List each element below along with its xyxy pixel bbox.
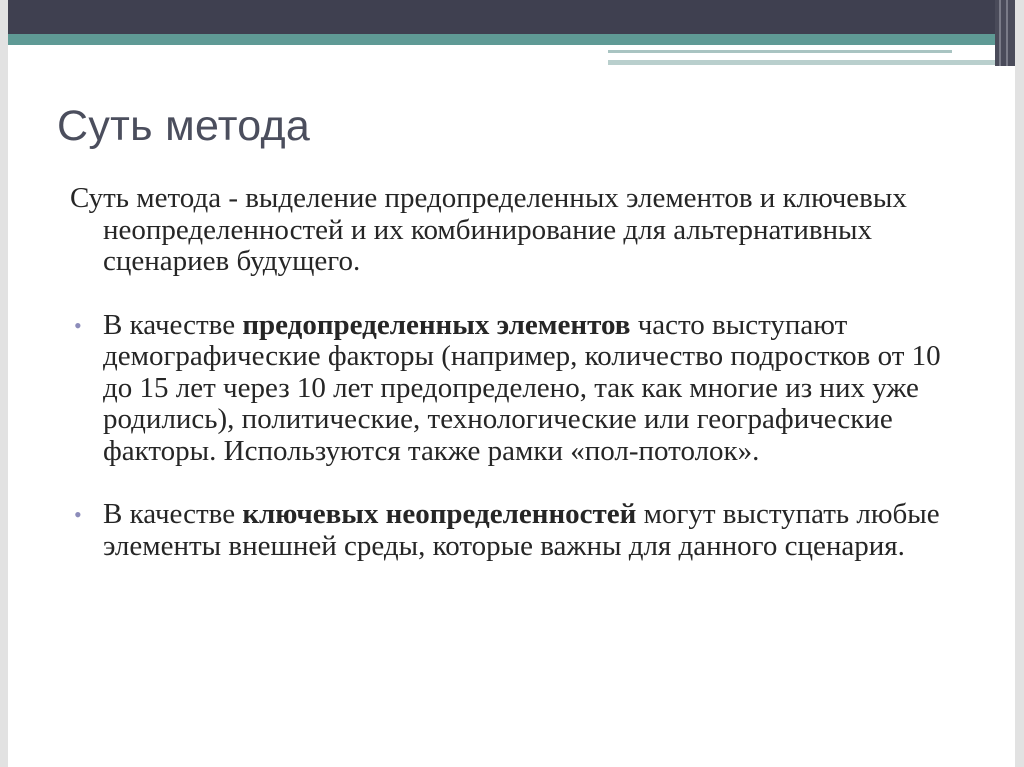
bullet-text-rest: часто выступают демографические факторы (например, количество подростков от 10 до 15 лет через 10 лет предопределено, так как многие из них уже родились), политические, технологические или географические факторы. Используются также рамки «пол-потолок». (103, 308, 941, 467)
header-dark-bar (8, 0, 995, 34)
header-accent-line-lower (608, 60, 995, 65)
bullet-text-lead: В качестве (103, 498, 243, 530)
slide-frame-right (1015, 0, 1024, 767)
bullet-text-bold: предопределенных элементов (242, 308, 631, 341)
bullet-icon: • (74, 312, 82, 338)
header-accent-line (608, 50, 952, 53)
header-teal-bar (8, 34, 995, 45)
intro-paragraph: Суть метода - выделение предопределенных элементов и ключевых неопределенностей и их комбинирование для альтернативных сценариев будущего. (70, 182, 907, 277)
bullet-text-lead: В качестве (103, 308, 243, 341)
bullet-item-predetermined (70, 310, 970, 468)
slide-frame-left (0, 0, 8, 767)
header-end-stripe (1006, 0, 1008, 66)
slide-body (70, 183, 970, 594)
header-end-block (995, 0, 1015, 66)
bullet-icon: • (74, 502, 82, 527)
header-end-stripe (999, 0, 1001, 66)
slide-title: Суть метода (57, 102, 311, 150)
bullet-text-bold: ключевых неопределенностей (242, 498, 637, 530)
bullet-text-rest: могут выступать любые элементы внешней среды, которые важны для данного сценария. (103, 498, 940, 562)
bullet-item-uncertainties (70, 499, 970, 562)
